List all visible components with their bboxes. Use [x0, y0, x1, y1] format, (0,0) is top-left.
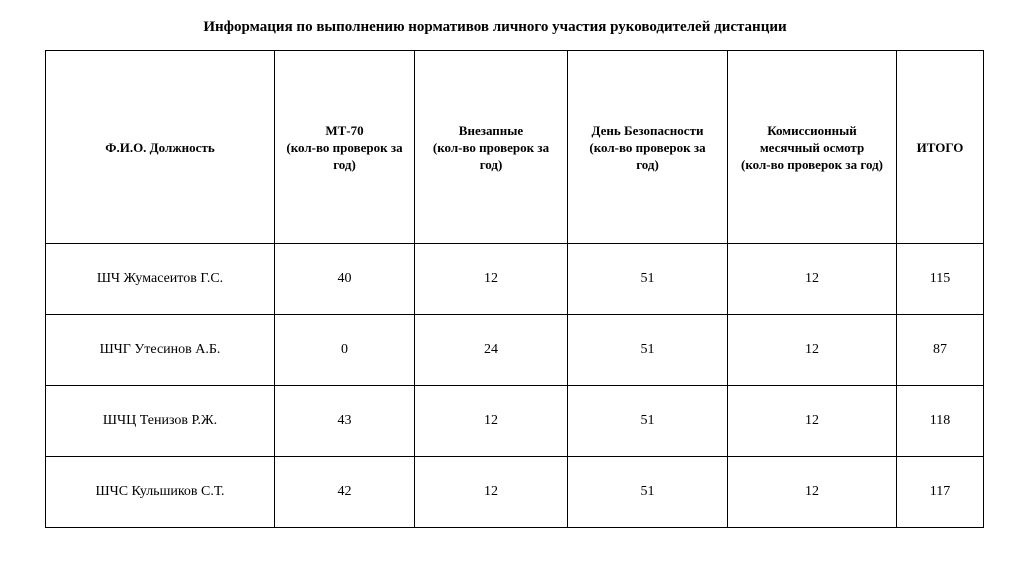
header-safety-day: [568, 51, 728, 244]
header-line: Ф.И.О. Должность: [105, 139, 215, 155]
cell-sudden: 24: [415, 315, 568, 386]
page-title: Информация по выполнению нормативов личного участия руководителей дистанции: [203, 19, 787, 35]
table-row: [46, 457, 984, 528]
table-row: [46, 386, 984, 457]
header-line: Комиссионный: [767, 122, 857, 138]
cell-commission: 12: [728, 386, 897, 457]
header-line: (кол-во проверок за: [286, 139, 403, 155]
cell-name: ШЧЦ Тенизов Р.Ж.: [46, 386, 275, 457]
header-row: [46, 51, 984, 244]
cell-name: ШЧС Кульшиков С.Т.: [46, 457, 275, 528]
cell-total: 117: [897, 457, 984, 528]
header-commission-inspection: [728, 51, 897, 244]
cell-total: 115: [897, 244, 984, 315]
report-table: [45, 50, 984, 528]
cell-safety-day: 51: [568, 457, 728, 528]
header-total: [897, 51, 984, 244]
cell-name: ШЧ Жумасеитов Г.С.: [46, 244, 275, 315]
header-name-position: [46, 51, 275, 244]
table-row: [46, 244, 984, 315]
header-line: год): [479, 156, 503, 172]
cell-mt70: 43: [275, 386, 415, 457]
header-line: Внезапные: [458, 122, 524, 138]
header-line: (кол-во проверок за: [432, 139, 550, 155]
header-line: День Безопасности: [591, 122, 704, 138]
header-line: ИТОГО: [916, 139, 964, 155]
header-line: год): [636, 156, 659, 172]
cell-sudden: 12: [415, 244, 568, 315]
cell-name: ШЧГ Утесинов А.Б.: [46, 315, 275, 386]
header-line: год): [333, 156, 356, 172]
cell-total: 118: [897, 386, 984, 457]
cell-total: 87: [897, 315, 984, 386]
header-line: (кол-во проверок за: [589, 139, 706, 155]
cell-mt70: 0: [275, 315, 415, 386]
header-line: (кол-во проверок за год): [740, 156, 884, 172]
cell-sudden: 12: [415, 457, 568, 528]
cell-commission: 12: [728, 244, 897, 315]
table-row: [46, 315, 984, 386]
header-line: месячный осмотр: [759, 139, 865, 155]
cell-mt70: 42: [275, 457, 415, 528]
header-sudden: [415, 51, 568, 244]
cell-sudden: 12: [415, 386, 568, 457]
header-mt70: [275, 51, 415, 244]
cell-commission: 12: [728, 315, 897, 386]
cell-safety-day: 51: [568, 315, 728, 386]
cell-mt70: 40: [275, 244, 415, 315]
cell-safety-day: 51: [568, 244, 728, 315]
header-line: МТ-70: [325, 122, 364, 138]
cell-safety-day: 51: [568, 386, 728, 457]
cell-commission: 12: [728, 457, 897, 528]
